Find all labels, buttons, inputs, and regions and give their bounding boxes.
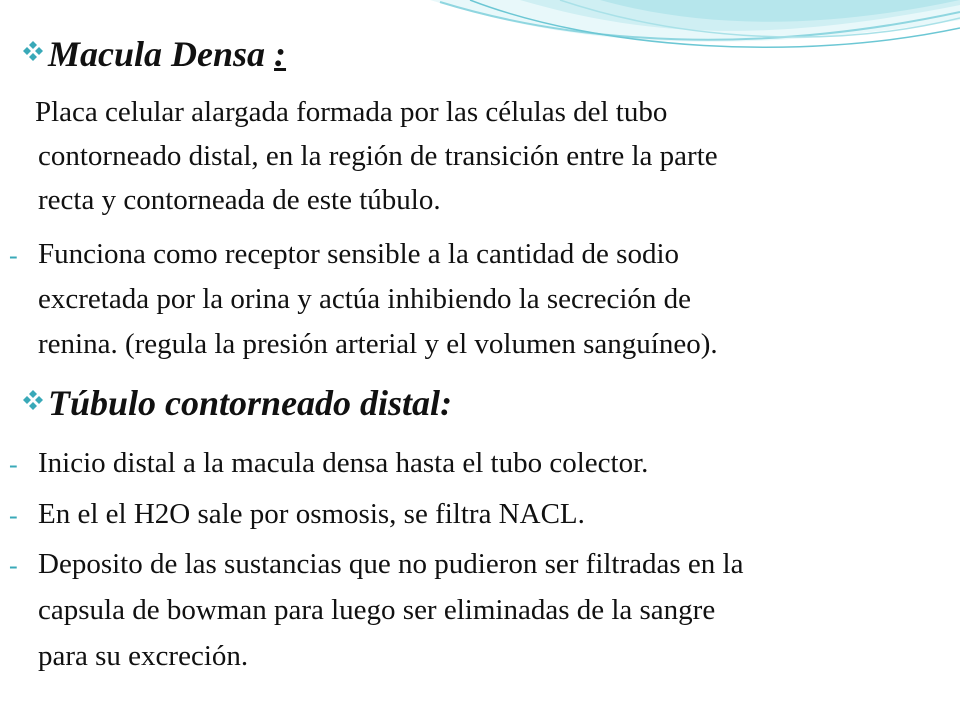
list-item-3-line-2: capsula de bowman para luego ser eliminadas de la sangre	[38, 594, 716, 626]
dash-bullet: -	[9, 450, 18, 479]
list-item-3-line-3: para su excreción.	[38, 640, 249, 672]
list-item-1: Inicio distal a la macula densa hasta el tubo colector.	[38, 447, 649, 479]
paragraph-line-1: Placa celular alargada formada por las células del tubo	[35, 96, 668, 128]
dash-bullet: -	[9, 551, 18, 580]
list-item-3-line-1: Deposito de las sustancias que no pudieron ser filtradas en la	[38, 548, 744, 580]
dash-bullet: -	[9, 501, 18, 530]
diamond-4-icon	[22, 389, 44, 411]
diamond-4-icon	[22, 40, 44, 62]
dash-item-line-3: renina. (regula la presión arterial y el volumen sanguíneo).	[38, 328, 718, 360]
list-item-2: En el el H2O sale por osmosis, se filtra NACL.	[38, 498, 585, 530]
paragraph-line-3: recta y contorneada de este túbulo.	[38, 184, 441, 216]
dash-item-line-2: excretada por la orina y actúa inhibiendo la secreción de	[38, 283, 691, 315]
section-title-text: Macula Densa	[48, 34, 266, 74]
dash-bullet: -	[9, 241, 18, 270]
section-title-colon: :	[274, 34, 287, 74]
section-title-tubulo: Túbulo contorneado distal:	[48, 383, 453, 423]
paragraph-line-2: contorneado distal, en la región de transición entre la parte	[38, 140, 718, 172]
dash-item-line-1: Funciona como receptor sensible a la cantidad de sodio	[38, 238, 680, 270]
section-title-macula-densa	[48, 36, 286, 72]
